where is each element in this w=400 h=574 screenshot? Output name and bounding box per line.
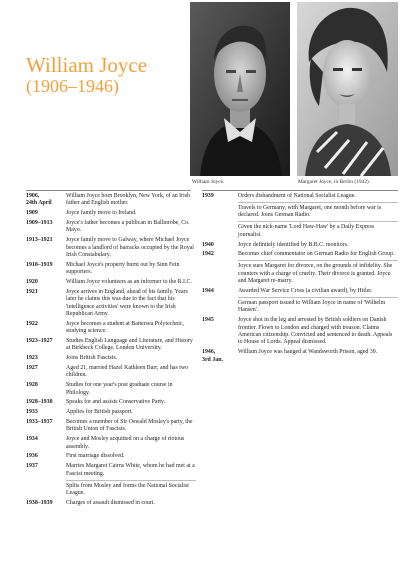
timeline-event: Joins British Fascists. <box>66 355 118 362</box>
timeline-year: 1928 <box>26 382 38 389</box>
timeline-row <box>202 193 398 239</box>
timeline-event: Joyce's father becomes a publican in Ballinrobe, Co. Mayo. <box>66 220 190 234</box>
timeline-events <box>66 220 196 235</box>
timeline-year: 1937 <box>26 463 38 470</box>
timeline-events <box>66 279 196 286</box>
timeline-row <box>26 262 196 277</box>
timeline-event: German passport issued to William Joyce in name of 'Wilhelm Hansen'. <box>238 300 386 314</box>
timeline-event: Becomes a member of Sir Oswald Mosley's party, the British Union of Fascists. <box>66 419 193 433</box>
timeline-event: Joyce family move to Ireland. <box>66 210 137 217</box>
timeline-year: 1945 <box>202 317 214 324</box>
timeline-year: 1927 <box>26 365 38 372</box>
timeline-year: 1936 <box>26 453 38 460</box>
timeline-events <box>66 210 196 217</box>
timeline-year: 1944 <box>202 288 214 295</box>
timeline-events <box>66 321 196 336</box>
timeline-right-column <box>202 193 398 366</box>
timeline-event: Joyce becomes a student at Battersea Polytechnic, studying science. <box>66 320 184 335</box>
timeline-event: Joyce definitely identified by B.B.C. monitors. <box>238 241 349 248</box>
timeline-events <box>66 365 196 380</box>
timeline-row <box>26 409 196 416</box>
timeline-event: Charges of assault dismissed in court. <box>66 499 155 506</box>
timeline-events <box>66 262 196 277</box>
photo-caption-william: William Joyce. <box>192 179 225 185</box>
timeline-events <box>66 463 196 497</box>
timeline-row <box>26 382 196 397</box>
event-separator <box>238 297 398 298</box>
timeline-event: Orders disbandment of National Socialist League. <box>238 193 356 199</box>
timeline-year: 1913–1921 <box>26 237 53 244</box>
timeline-row <box>26 237 196 259</box>
timeline-row <box>26 220 196 235</box>
timeline-year: 1921 <box>26 288 38 295</box>
timeline-row <box>26 436 196 451</box>
divider-left <box>26 190 191 191</box>
timeline-event: William Joyce volunteers as an informer to the R.I.C. <box>66 279 192 286</box>
timeline-row <box>26 399 196 406</box>
photo-william-joyce <box>190 2 290 176</box>
timeline-year: 1940 <box>202 241 214 248</box>
event-separator <box>66 480 196 481</box>
photo-margaret-joyce <box>297 2 398 176</box>
timeline-events <box>66 399 196 406</box>
divider-right <box>202 190 398 191</box>
timeline-row <box>202 349 398 364</box>
timeline-year: 1918–1919 <box>26 261 53 268</box>
timeline-events <box>66 436 196 451</box>
timeline-row <box>26 500 196 507</box>
timeline-events <box>66 500 196 507</box>
timeline-year: 1920 <box>26 279 38 286</box>
timeline-event: Aged 21, married Hazel Kathleen Barr, and has two children. <box>66 365 189 379</box>
timeline-event: William Joyce born Brooklyn, New York, of an Irish father and English mother. <box>66 193 190 207</box>
timeline-event: Awarded War Service Cross (a civilian award), by Hitler. <box>238 288 373 295</box>
timeline-row <box>202 251 398 285</box>
timeline-event: Joyce shot in the leg and arrested by British soldiers on Danish frontier. Flown to London and charged with treason. Claims American citizenship. Convicted and sentenced to death. Appeals to House of Lords. Appeal dismissed. <box>238 317 393 346</box>
timeline-event: Studies English Language and Literature, and History at Birkbeck College, London University. <box>66 338 193 352</box>
timeline-row <box>26 210 196 217</box>
timeline-events <box>66 289 196 319</box>
timeline-event: Joyce sues Margaret for divorce, on the grounds of infidelity. She counters with a charge of cruelty. Their divorce is granted. Joyce and Margaret re-marry. <box>238 263 393 285</box>
timeline-events <box>238 193 398 239</box>
timeline-events <box>66 355 196 362</box>
timeline-row <box>26 355 196 362</box>
timeline-events <box>66 453 196 460</box>
event-separator <box>238 202 398 203</box>
timeline-event: Studies for one year's post graduate course in Philology. <box>66 382 173 396</box>
event-separator <box>238 260 398 261</box>
timeline-year: 1922 <box>26 320 38 327</box>
timeline-events <box>66 193 196 208</box>
timeline-year: 1923 <box>26 355 38 362</box>
timeline-events <box>66 409 196 416</box>
timeline-event: Splits from Mosley and forms the National Socialist League. <box>66 482 189 497</box>
timeline-year: 1933 <box>26 409 38 416</box>
timeline-event: Marries Margaret Cairns White, whom he had met at a Fascist meeting. <box>66 463 195 477</box>
timeline-event: Joyce and Mosley acquitted on a charge of riotous assembly. <box>66 436 185 450</box>
timeline-year: 1928–1930 <box>26 399 53 406</box>
timeline-year: 1906, 24th April <box>26 193 52 207</box>
timeline-year: 1938–1939 <box>26 499 53 506</box>
timeline-event: Michael Joyce's property burnt out by Sinn Fein supporters. <box>66 261 180 276</box>
timeline-events <box>66 419 196 434</box>
timeline-year: 1942 <box>202 251 214 258</box>
timeline-event: Becomes chief commentator on German Radio for English Group. <box>238 251 395 258</box>
timeline-year: 1946, 3rd Jan. <box>202 349 223 363</box>
timeline-row <box>202 317 398 347</box>
page-subtitle: (1906–1946) <box>26 76 119 96</box>
photo-caption-margaret: Margaret Joyce, in Berlin (1942). <box>298 179 371 185</box>
timeline-events <box>238 251 398 285</box>
timeline-row <box>26 279 196 286</box>
page-title: William Joyce <box>26 53 148 77</box>
timeline-year: 1939 <box>202 193 214 199</box>
timeline-row <box>26 419 196 434</box>
timeline-row <box>26 453 196 460</box>
timeline-events <box>238 349 398 364</box>
timeline-row <box>26 463 196 497</box>
timeline-year: 1934 <box>26 436 38 443</box>
timeline-event: Speaks for and assists Conservative Party. <box>66 399 166 406</box>
timeline-left-column <box>26 193 196 510</box>
timeline-row <box>26 338 196 353</box>
timeline-events <box>238 242 398 249</box>
timeline-year: 1923–1927 <box>26 338 53 345</box>
timeline-event: Given the nick-name 'Lord Haw-Haw' by a Daily Express journalist. <box>238 224 375 238</box>
timeline-events <box>66 382 196 397</box>
timeline-events <box>238 317 398 347</box>
timeline-year: 1909 <box>26 210 38 217</box>
timeline-event: Joyce arrives in England, ahead of his family. Years later he claims this was due to the fact that his 'intelligence activities' were known to the Irish Republican Army. <box>66 288 188 318</box>
timeline-row <box>202 288 398 315</box>
timeline-event: William Joyce was hanged at Wandsworth Prison, aged 39. <box>238 349 378 356</box>
timeline-row <box>26 365 196 380</box>
timeline-row <box>202 242 398 249</box>
timeline-events <box>66 338 196 353</box>
timeline-event: First marriage dissolved. <box>66 453 125 460</box>
timeline-row <box>26 289 196 319</box>
portrait-man-image <box>190 2 290 176</box>
timeline-event: Applies for British passport. <box>66 409 133 416</box>
timeline-events <box>66 237 196 259</box>
timeline-year: 1933–1937 <box>26 419 53 426</box>
timeline-row <box>26 321 196 336</box>
timeline-year: 1909–1913 <box>26 220 53 226</box>
timeline-event: Joyce family move to Galway, where Michael Joyce becomes a landlord of barracks occupied by the Royal Irish Constabulary. <box>66 237 194 259</box>
timeline-events <box>238 288 398 315</box>
timeline-event: Travels to Germany, with Margaret, one month before war is declared. Joins German Radio. <box>238 205 382 219</box>
portrait-woman-image <box>297 2 398 176</box>
timeline-row <box>26 193 196 208</box>
event-separator <box>238 221 398 222</box>
